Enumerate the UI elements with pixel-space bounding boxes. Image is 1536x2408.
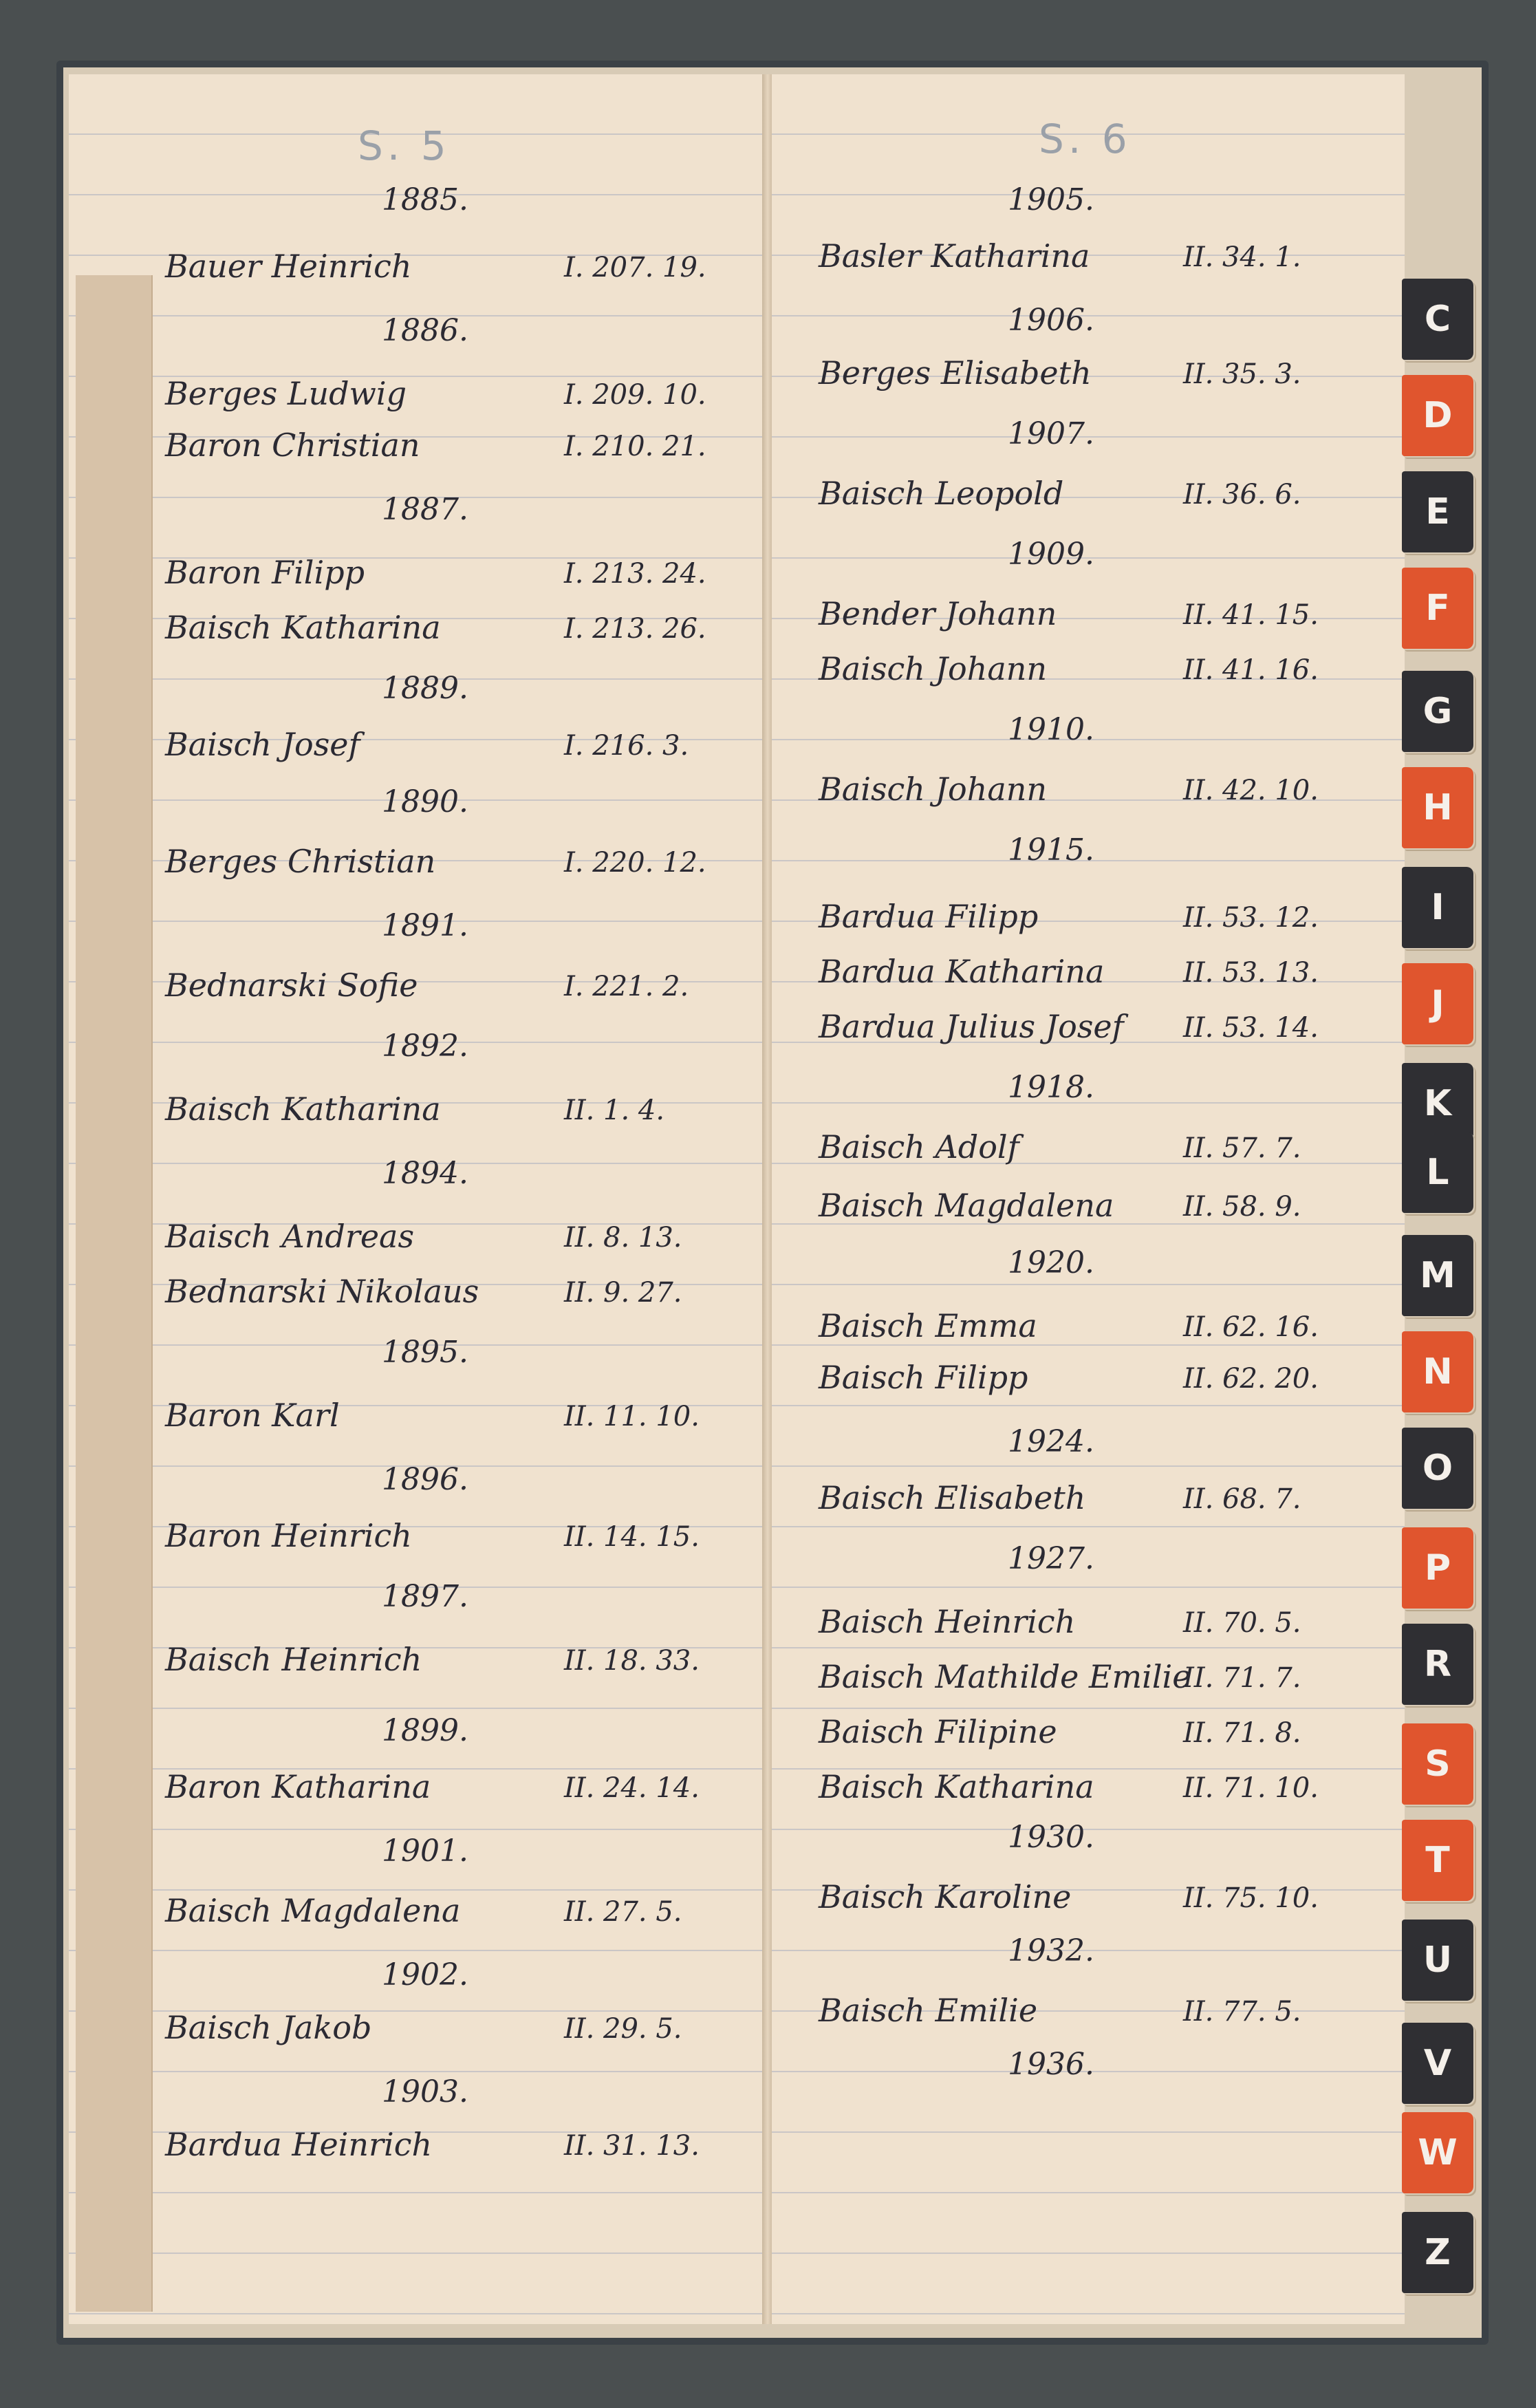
year-heading: 1886. — [382, 313, 468, 348]
register-entry — [165, 1397, 700, 1434]
register-entry — [165, 1218, 682, 1255]
year-heading: 1897. — [382, 1579, 468, 1614]
register-entry — [819, 1768, 1319, 1805]
year-heading: 1892. — [382, 1029, 468, 1064]
index-tab-h[interactable]: H — [1402, 767, 1473, 848]
year-heading: 1930. — [1008, 1820, 1094, 1855]
index-tab-s[interactable]: S — [1402, 1723, 1473, 1805]
entry-name: Berges Christian — [165, 843, 436, 880]
register-entry — [165, 1641, 700, 1678]
year-heading: 1909. — [1008, 537, 1094, 572]
entry-reference: II. 41. 16. — [1183, 654, 1319, 686]
entry-name: Baron Filipp — [165, 554, 365, 591]
register-entry — [165, 843, 706, 880]
entry-reference: II. 14. 15. — [564, 1521, 700, 1553]
entry-name: Baron Heinrich — [165, 1517, 412, 1554]
left-page-number: S. 5 — [358, 122, 451, 169]
year-heading: 1885. — [382, 182, 468, 217]
year-heading: 1936. — [1008, 2047, 1094, 2082]
register-entry — [819, 1128, 1301, 1165]
register-entry — [165, 427, 706, 464]
entry-name: Baron Karl — [165, 1397, 340, 1434]
left-page-flap — [76, 275, 153, 2312]
entry-name: Bednarski Nikolaus — [165, 1273, 479, 1310]
index-tab-j[interactable]: J — [1402, 963, 1473, 1044]
index-tab-r[interactable]: R — [1402, 1624, 1473, 1705]
entry-name: Bauer Heinrich — [165, 248, 412, 285]
register-entry — [819, 1992, 1301, 2029]
entry-name: Baisch Magdalena — [165, 1892, 461, 1929]
entry-reference: I. 210. 21. — [564, 431, 706, 462]
register-entry — [819, 953, 1319, 990]
register-entry — [819, 1008, 1319, 1045]
entry-name: Baisch Filipine — [819, 1713, 1057, 1750]
entry-reference: II. 34. 1. — [1183, 241, 1301, 273]
entry-reference: II. 53. 13. — [1183, 957, 1319, 989]
year-heading: 1915. — [1008, 832, 1094, 868]
register-entry — [165, 1090, 665, 1128]
year-heading: 1895. — [382, 1335, 468, 1370]
year-heading: 1891. — [382, 908, 468, 943]
entry-reference: I. 221. 2. — [564, 971, 689, 1002]
register-entry — [165, 1768, 700, 1805]
entry-name: Baron Christian — [165, 427, 420, 464]
register-entry — [165, 554, 706, 591]
entry-reference: II. 53. 12. — [1183, 902, 1319, 934]
entry-reference: II. 62. 16. — [1183, 1311, 1319, 1343]
register-entry — [819, 475, 1301, 512]
year-heading: 1932. — [1008, 1933, 1094, 1968]
year-heading: 1890. — [382, 784, 468, 819]
entry-name: Baisch Heinrich — [165, 1641, 422, 1678]
entry-name: Baisch Katharina — [165, 609, 441, 646]
register-entry — [819, 1713, 1301, 1750]
entry-name: Baisch Elisabeth — [819, 1479, 1086, 1516]
entry-name: Bender Johann — [819, 595, 1057, 632]
entry-reference: II. 68. 7. — [1183, 1483, 1301, 1515]
register-entry — [819, 1603, 1301, 1640]
year-heading: 1920. — [1008, 1245, 1094, 1280]
entry-name: Basler Katharina — [819, 237, 1090, 275]
year-heading: 1894. — [382, 1156, 468, 1191]
register-entry — [165, 248, 706, 285]
entry-reference: I. 220. 12. — [564, 847, 706, 879]
entry-name: Bednarski Sofie — [165, 967, 418, 1004]
entry-reference: II. 29. 5. — [564, 2013, 682, 2045]
entry-reference: II. 42. 10. — [1183, 775, 1319, 806]
entry-name: Baron Katharina — [165, 1768, 431, 1805]
entry-reference: II. 75. 10. — [1183, 1882, 1319, 1914]
entry-name: Berges Ludwig — [165, 375, 407, 412]
entry-reference: II. 71. 8. — [1183, 1717, 1301, 1749]
entry-name: Baisch Filipp — [819, 1359, 1028, 1396]
entry-reference: II. 77. 5. — [1183, 1996, 1301, 2028]
entry-name: Baisch Leopold — [819, 475, 1064, 512]
entry-reference: II. 58. 9. — [1183, 1191, 1301, 1223]
index-tab-t[interactable]: T — [1402, 1820, 1473, 1901]
register-entry — [165, 726, 689, 763]
register-entry — [165, 609, 706, 646]
entry-reference: II. 53. 14. — [1183, 1012, 1319, 1044]
register-entry — [819, 650, 1319, 687]
entry-name: Baisch Emma — [819, 1307, 1037, 1344]
register-entry — [165, 2126, 700, 2163]
year-heading: 1902. — [382, 1957, 468, 1992]
entry-reference: I. 213. 24. — [564, 558, 706, 590]
year-heading: 1901. — [382, 1834, 468, 1869]
year-heading: 1889. — [382, 671, 468, 706]
register-entry — [165, 1892, 682, 1929]
entry-reference: II. 35. 3. — [1183, 358, 1301, 390]
index-tab-k[interactable]: K — [1402, 1063, 1473, 1144]
entry-reference: I. 209. 10. — [564, 379, 706, 411]
year-heading: 1899. — [382, 1713, 468, 1748]
entry-name: Baisch Mathilde Emilie — [819, 1658, 1191, 1695]
year-heading: 1918. — [1008, 1070, 1094, 1105]
index-tab-z[interactable]: Z — [1402, 2212, 1473, 2293]
entry-reference: II. 41. 15. — [1183, 599, 1319, 631]
entry-name: Berges Elisabeth — [819, 354, 1092, 391]
entry-reference: II. 27. 5. — [564, 1896, 682, 1928]
entry-reference: II. 57. 7. — [1183, 1132, 1301, 1164]
entry-name: Baisch Emilie — [819, 1992, 1038, 2029]
year-heading: 1907. — [1008, 416, 1094, 451]
register-entry — [819, 1359, 1319, 1396]
index-tab-p[interactable]: P — [1402, 1527, 1473, 1609]
register-entry — [819, 237, 1301, 275]
year-heading: 1924. — [1008, 1424, 1094, 1459]
entry-name: Bardua Filipp — [819, 898, 1039, 935]
entry-reference: I. 213. 26. — [564, 613, 706, 645]
right-page-number: S. 6 — [1039, 116, 1132, 162]
entry-reference: II. 31. 13. — [564, 2130, 700, 2162]
entry-reference: II. 36. 6. — [1183, 479, 1301, 510]
entry-name: Baisch Jakob — [165, 2009, 372, 2046]
entry-name: Bardua Julius Josef — [819, 1008, 1124, 1045]
entry-name: Baisch Karoline — [819, 1878, 1072, 1915]
register-entry — [819, 1307, 1319, 1344]
entry-name: Bardua Katharina — [819, 953, 1105, 990]
year-heading: 1905. — [1008, 182, 1094, 217]
index-tab-m[interactable]: M — [1402, 1235, 1473, 1316]
index-tab-w[interactable]: W — [1402, 2112, 1473, 2193]
entry-reference: II. 11. 10. — [564, 1401, 700, 1432]
entry-name: Baisch Heinrich — [819, 1603, 1076, 1640]
register-entry — [165, 375, 706, 412]
entry-name: Baisch Katharina — [165, 1090, 441, 1128]
entry-name: Baisch Johann — [819, 650, 1047, 687]
register-entry — [819, 1878, 1319, 1915]
index-tab-i[interactable]: I — [1402, 867, 1473, 948]
entry-name: Baisch Adolf — [819, 1128, 1019, 1165]
year-heading: 1906. — [1008, 303, 1094, 338]
entry-name: Bardua Heinrich — [165, 2126, 433, 2163]
entry-reference: II. 9. 27. — [564, 1277, 682, 1309]
entry-reference: II. 18. 33. — [564, 1645, 700, 1677]
year-heading: 1896. — [382, 1462, 468, 1497]
entry-reference: II. 1. 4. — [564, 1095, 665, 1126]
entry-reference: II. 8. 13. — [564, 1222, 682, 1254]
register-entry — [165, 1517, 700, 1554]
register-entry — [819, 1187, 1301, 1224]
register-entry — [819, 595, 1319, 632]
register-entry — [819, 1479, 1301, 1516]
index-tab-d[interactable]: D — [1402, 375, 1473, 456]
index-tab-f[interactable]: F — [1402, 568, 1473, 649]
register-entry — [819, 898, 1319, 935]
index-tab-o[interactable]: O — [1402, 1428, 1473, 1509]
register-entry — [819, 354, 1301, 391]
entry-reference: II. 70. 5. — [1183, 1607, 1301, 1639]
entry-reference: I. 216. 3. — [564, 730, 689, 762]
index-tab-c[interactable]: C — [1402, 279, 1473, 360]
index-tab-u[interactable]: U — [1402, 1920, 1473, 2001]
year-heading: 1910. — [1008, 712, 1094, 747]
entry-name: Baisch Andreas — [165, 1218, 415, 1255]
index-tab-v[interactable]: V — [1402, 2023, 1473, 2104]
year-heading: 1887. — [382, 492, 468, 527]
entry-name: Baisch Josef — [165, 726, 360, 763]
index-tab-g[interactable]: G — [1402, 671, 1473, 752]
register-entry — [165, 1273, 682, 1310]
entry-name: Baisch Magdalena — [819, 1187, 1114, 1224]
register-entry — [819, 1658, 1301, 1695]
entry-reference: II. 71. 10. — [1183, 1772, 1319, 1804]
entry-reference: II. 62. 20. — [1183, 1363, 1319, 1395]
register-entry — [165, 2009, 682, 2046]
index-tab-n[interactable]: N — [1402, 1331, 1473, 1412]
entry-reference: II. 24. 14. — [564, 1772, 700, 1804]
index-tab-l[interactable]: L — [1402, 1132, 1473, 1213]
index-tab-e[interactable]: E — [1402, 471, 1473, 552]
entry-name: Baisch Katharina — [819, 1768, 1094, 1805]
register-entry — [165, 967, 689, 1004]
year-heading: 1903. — [382, 2074, 468, 2109]
register-entry — [819, 771, 1319, 808]
entry-reference: I. 207. 19. — [564, 252, 706, 283]
entry-reference: II. 71. 7. — [1183, 1662, 1301, 1694]
year-heading: 1927. — [1008, 1541, 1094, 1576]
entry-name: Baisch Johann — [819, 771, 1047, 808]
